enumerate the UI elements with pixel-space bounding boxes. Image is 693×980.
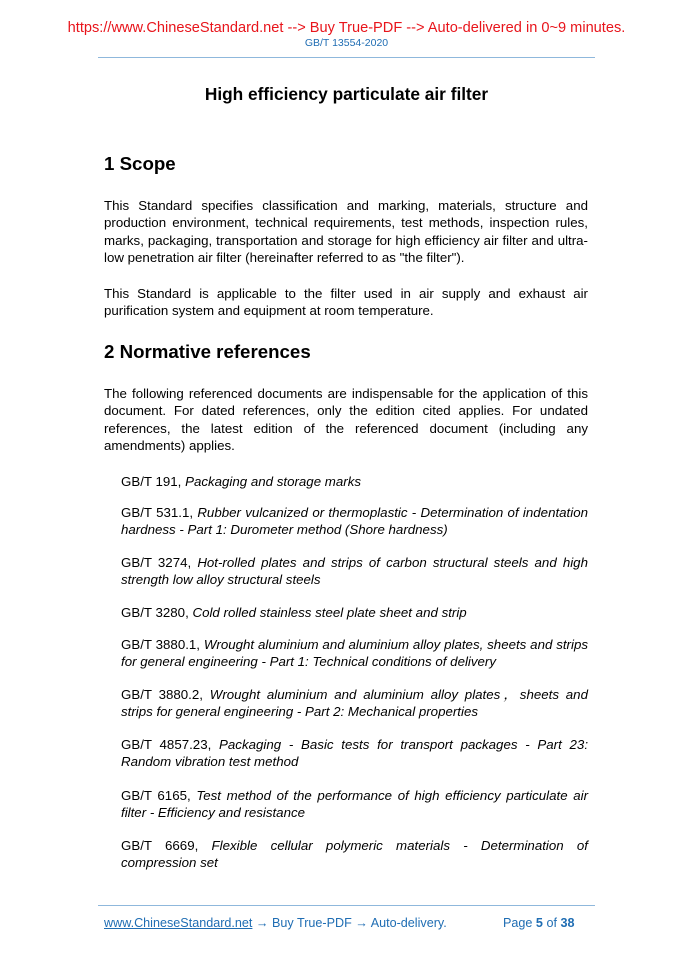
reference-code: GB/T 3880.2, <box>121 687 203 702</box>
reference-code: GB/T 531.1, <box>121 505 194 520</box>
reference-code: GB/T 3274, <box>121 555 192 570</box>
reference-item <box>121 473 588 490</box>
reference-title: Packaging - Basic tests for transport packages - Part 23: Random vibration test method <box>121 737 589 770</box>
reference-title: Hot-rolled plates and strips of carbon structural steels and high strength low alloy structural steels <box>121 555 588 588</box>
reference-code: GB/T 3280, <box>121 605 189 620</box>
reference-item <box>121 686 588 721</box>
reference-item <box>121 554 588 589</box>
footer-site-link[interactable]: www.ChineseStandard.net <box>104 916 253 930</box>
reference-item <box>121 736 588 771</box>
reference-title: Rubber vulcanized or thermoplastic - Determination of indentation hardness - Part 1: Durometer method (Shore hardness) <box>121 505 588 538</box>
page-number: 5 <box>535 916 543 930</box>
of-word: of <box>546 916 557 930</box>
page-indicator <box>503 916 574 930</box>
reference-item <box>121 837 588 872</box>
reference-code: GB/T 6165, <box>121 788 191 803</box>
reference-title: Test method of the performance of high efficiency particulate air filter - Efficiency and resistance <box>121 788 588 821</box>
reference-title: Packaging and storage marks <box>185 474 361 489</box>
scope-paragraph-1: This Standard specifies classification and marking, materials, structure and production environment, technical requirements, test methods, inspection rules, marks, packaging, transportation and storage for high efficiency air filter and ultra-low penetration air filter (hereinafter referred to as "the filter"). <box>104 198 588 266</box>
reference-item <box>121 604 588 621</box>
reference-code: GB/T 191, <box>121 474 182 489</box>
document-title: High efficiency particulate air filter <box>204 84 489 104</box>
reference-item <box>121 787 588 822</box>
reference-code: GB/T 4857.23, <box>121 737 212 752</box>
header-divider <box>98 57 595 58</box>
scope-paragraph-2: This Standard is applicable to the filter used in air supply and exhaust air purification system and equipment at room temperature. <box>104 286 588 319</box>
standard-code: GB/T 13554-2020 <box>304 37 389 49</box>
footer-divider <box>98 905 595 906</box>
section-heading-scope: 1 Scope <box>104 153 176 174</box>
reference-code: GB/T 3880.1, <box>121 637 201 652</box>
reference-item <box>121 504 588 539</box>
reference-title: Wrought aluminium and aluminium alloy plates，sheets and strips for general engineering - Part 2: Mechanical properties <box>121 687 588 720</box>
footer-promo <box>104 916 447 930</box>
reference-title: Flexible cellular polymeric materials - Determination of compression set <box>121 838 588 871</box>
reference-item <box>121 636 588 671</box>
normative-intro-paragraph: The following referenced documents are indispensable for the application of this document. For dated references, only the edition cited applies. For undated references, the latest edition of the referenced document (including any amendments) applies. <box>104 386 588 454</box>
section-heading-normative-references: 2 Normative references <box>104 341 311 362</box>
reference-title: Wrought aluminium and aluminium alloy plates, sheets and strips for general engineering - Part 1: Technical conditions of delivery <box>121 637 588 670</box>
page-word: Page <box>503 916 533 930</box>
promo-banner-link[interactable]: https://www.ChineseStandard.net --> Buy True-PDF --> Auto-delivered in 0~9 minutes. <box>67 20 626 36</box>
reference-title: Cold rolled stainless steel plate sheet and strip <box>192 605 467 620</box>
total-pages: 38 <box>560 916 575 930</box>
footer-promo-text: → Buy True-PDF → Auto-delivery. <box>255 916 447 930</box>
reference-code: GB/T 6669, <box>121 838 199 853</box>
